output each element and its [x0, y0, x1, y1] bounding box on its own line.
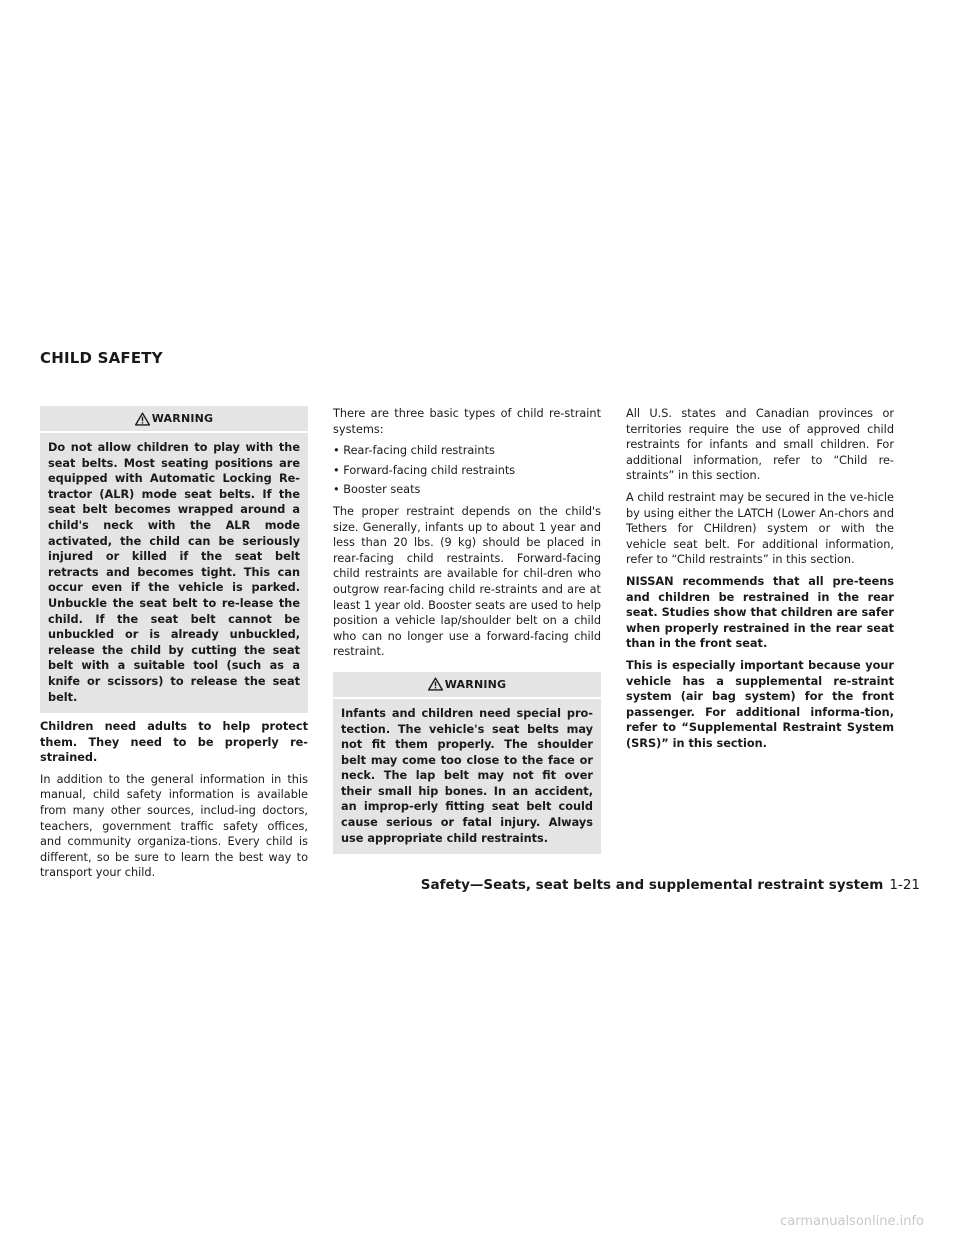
chapter-title: Safety—Seats, seat belts and supplemental restraint system — [420, 877, 884, 893]
warning-box — [333, 672, 601, 854]
list-item: • Rear-facing child restraints — [333, 444, 495, 458]
watermark: carmanualsonline.info — [780, 1214, 924, 1229]
page-number: 1-21 — [889, 877, 920, 893]
warning-box — [40, 406, 308, 713]
warning-text: Infants and children need special pro-tection. The vehicle's seat belts may not fit them properly. The shoulder belt may come too close to the face or neck. The lap belt may not fit over their small hip bones. In an accident, an improp-erly fitting seat belt could cause serious or fatal injury. Always use appropriate child restraints. — [341, 706, 593, 845]
paragraph: A child restraint may be secured in the ve-hicle by using either the LATCH (Lower An-chors and Tethers for CHildren) system or with the vehicle seat belt. For additional information, refer to “Child restraints” in this section. — [626, 490, 894, 567]
list-item: • Booster seats — [333, 483, 421, 497]
page-footer — [421, 877, 920, 893]
column-2 — [333, 406, 601, 860]
warning-header — [40, 406, 308, 433]
paragraph: There are three basic types of child re-straint systems: — [333, 407, 601, 436]
warning-text: Do not allow children to play with the seat belts. Most seating positions are equipped with Automatic Locking Re-tractor (ALR) mode seat belts. If the seat belt becomes wrapped around a child's neck with the ALR mode activated, the child can be seriously injured or killed if the seat belt retracts and becomes tight. This can occur even if the vehicle is parked. Unbuckle the seat belt to re-lease the child. If the seat belt cannot be unbuckled or is already unbuckled, release the child by cutting the seat belt with a suitable tool (such as a knife or scissors) to release the seat belt. — [48, 441, 300, 704]
restraint-types-list — [333, 443, 601, 498]
warning-triangle-icon — [428, 677, 443, 691]
warning-label: WARNING — [151, 412, 214, 425]
bold-paragraph: Children need adults to help protect them. They need to be properly re-strained. — [40, 720, 308, 765]
paragraph: In addition to the general information in this manual, child safety information is available from many other sources, includ-ing doctors, teachers, government traffic safety offices, and community organiza-tions. Every child is different, so be sure to learn the best way to transport your child. — [40, 772, 308, 880]
warning-label: WARNING — [444, 677, 507, 691]
paragraph: The proper restraint depends on the child's size. Generally, infants up to about 1 year and less than 20 lbs. (9 kg) should be placed in rear-facing child restraints. Forward-facing child restraints are available for chil-dren who outgrow rear-facing child re-straints and are at least 1 year old. Booster seats are used to help position a vehicle lap/shoulder belt on a child who can no longer use a forward-facing child restraint. — [333, 504, 601, 659]
paragraph: All U.S. states and Canadian provinces or territories require the use of approved child restraints for infants and small children. For additional information, refer to “Child re-straints” in this section. — [626, 407, 894, 483]
bold-paragraph: NISSAN recommends that all pre-teens and children be restrained in the rear seat. Studies show that children are safer when properly restrained in the rear seat than in the front seat. — [626, 574, 894, 651]
section-title: CHILD SAFETY — [40, 349, 163, 367]
warning-header — [333, 672, 601, 699]
list-item: • Forward-facing child restraints — [333, 463, 516, 477]
warning-triangle-icon — [135, 412, 150, 426]
bold-paragraph: This is especially important because your vehicle has a supplemental re-straint system (air bag system) for the front passenger. For additional informa-tion, refer to “Supplemental Restraint System (SRS)” in this section. — [626, 658, 894, 750]
column-3 — [626, 406, 894, 757]
column-1 — [40, 406, 308, 887]
